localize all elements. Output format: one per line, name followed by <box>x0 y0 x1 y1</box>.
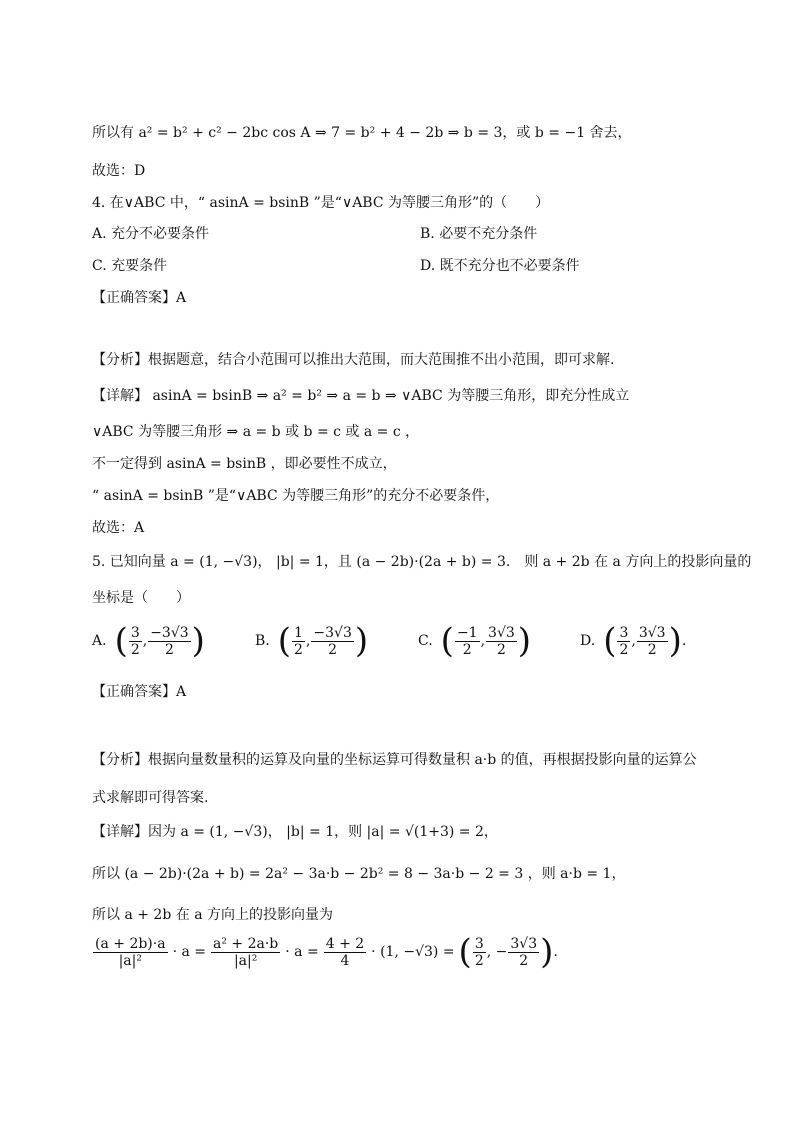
text-line: 所以有 a² = b² + c² − 2bc cos A ⇒ 7 = b² + 4 − 2b ⇒ b = 3，或 b = −1 舍去， <box>92 125 632 141</box>
option-label: B. <box>255 633 270 649</box>
frac-den: 2 <box>474 952 484 969</box>
detail-text: “ asinA = bsinB ”是“∨ABC 为等腰三角形”的充分不必要条件， <box>92 488 500 504</box>
option-a: A. 充分不必要条件 <box>92 226 210 242</box>
frac-num: a² + 2a·b <box>213 935 279 952</box>
frac-num: 3√3 <box>638 624 666 641</box>
analysis-text: 【分析】根据题意，结合小范围可以推出大范围，而大范围推不出小范围，即可求解. <box>92 352 615 368</box>
frac-den: 2 <box>519 952 529 969</box>
detail-text: 所以 (a − 2b)·(2a + b) = 2a² − 3a·b − 2b² = 8 − 3a·b − 2 = 3 ，则 a·b = 1， <box>92 866 626 882</box>
question-5-cont: 坐标是（ ） <box>92 590 190 606</box>
frac-den: 2 <box>130 641 140 658</box>
frac-den: 2 <box>496 641 506 658</box>
frac-den: 2 <box>328 641 338 658</box>
frac-den: 2 <box>462 641 472 658</box>
analysis-text: 【分析】根据向量数量积的运算及向量的坐标运算可得数量积 a·b 的值，再根据投影向量的运算公 <box>92 752 697 768</box>
detail-text: 【详解】 asinA = bsinB ⇒ a² = b² ⇒ a = b ⇒ ∨ABC 为等腰三角形，即充分性成立 <box>92 388 630 404</box>
answer-label: 【正确答案】A <box>92 684 187 700</box>
frac-num: 3√3 <box>510 935 538 952</box>
detail-text: 故选：A <box>92 520 145 536</box>
detail-text: ∨ABC 为等腰三角形 ⇒ a = b 或 b = c 或 a = c ， <box>92 424 420 440</box>
projection-formula: $\frac{(a + 2b)\cdot a}{\text{|a|²}}$ · a = $\frac{\text{a² + 2a·b}}{\text{|a|²}}$ · a = $\frac{4 + 2}{4}$ · (1, −√3) = ( $\frac{3}{2}$ , − $\frac{3√3}{2}$ ) . <box>95 932 558 972</box>
frac-num: −3√3 <box>313 624 352 641</box>
option-5d: D. ( $\frac{3}{2}$ , $\frac{3√3}{2}$ ) . <box>580 621 687 661</box>
frac-den: 4 <box>340 952 350 969</box>
text-line: 故选：D <box>92 163 146 179</box>
frac-den: 2 <box>619 641 629 658</box>
formula-text: · a = <box>172 944 207 960</box>
option-c: C. 充要条件 <box>92 258 168 274</box>
frac-den: |a|² <box>118 952 142 969</box>
option-label: A. <box>92 633 107 649</box>
question-4: 4. 在∨ABC 中，“ asinA = bsinB ”是“∨ABC 为等腰三角形”的（ ） <box>92 195 550 211</box>
option-label: D. <box>580 633 596 649</box>
frac-den: 2 <box>164 641 174 658</box>
frac-num: 3√3 <box>488 624 515 641</box>
frac-num: 1 <box>294 624 303 641</box>
option-label: C. <box>418 633 433 649</box>
frac-num: 3 <box>619 624 629 641</box>
frac-num: 4 + 2 <box>325 935 365 952</box>
option-5b: B. ( $\frac{1}{2}$ , $\frac{-3√3}{2}$ ) <box>255 621 369 661</box>
detail-text: 所以 a + 2b 在 a 方向上的投影向量为 <box>92 907 333 923</box>
detail-text: 【详解】因为 a = (1, −√3)， |b| = 1，则 |a| = √(1+3) = 2， <box>92 824 498 840</box>
frac-num: −3√3 <box>150 624 189 641</box>
frac-den: |a|² <box>233 952 258 969</box>
frac-num: 3 <box>474 935 484 952</box>
option-d: D. 既不充分也不必要条件 <box>420 258 580 274</box>
answer-label: 【正确答案】A <box>92 290 187 306</box>
option-5c: C. ( $\frac{-1}{2}$ , $\frac{3√3}{2}$ ) <box>418 621 532 661</box>
option-b: B. 必要不充分条件 <box>420 226 538 242</box>
frac-num: (a + 2b)·a <box>95 935 166 952</box>
frac-den: 2 <box>294 641 303 658</box>
formula-text: . <box>553 944 558 960</box>
frac-num: 3 <box>130 624 140 641</box>
option-5a: A. ( $\frac{3}{2}$ , $\frac{-3√3}{2}$ ) <box>92 621 205 661</box>
detail-text: 不一定得到 asinA = bsinB ，即必要性不成立， <box>92 456 397 472</box>
formula-text: · a = <box>285 944 319 960</box>
question-5: 5. 已知向量 a = (1, −√3)， |b| = 1，且 (a − 2b)·(2a + b) = 3． 则 a + 2b 在 a 方向上的投影向量的 <box>92 554 752 570</box>
frac-den: 2 <box>647 641 657 658</box>
frac-num: −1 <box>456 624 478 641</box>
analysis-text: 式求解即可得答案. <box>92 790 209 806</box>
formula-text: · (1, −√3) = <box>371 944 455 960</box>
